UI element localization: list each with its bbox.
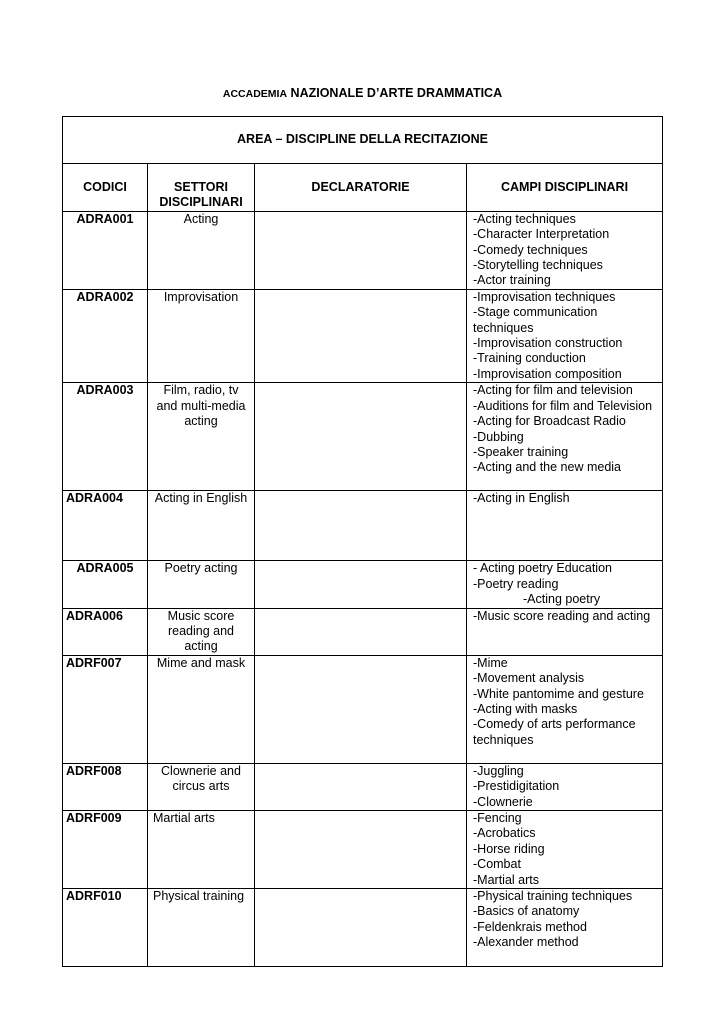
campo-item: -Improvisation construction (473, 336, 623, 351)
row-code: ADRA003 (63, 383, 148, 491)
campo-item: -White pantomime and gesture (473, 686, 644, 701)
campo-item: -Acting in English (473, 491, 570, 506)
row-declaratoria (255, 561, 467, 608)
campo-item: -Physical training techniques (473, 888, 633, 903)
row-code: ADRF007 (63, 655, 148, 763)
campo-item: - Acting poetry Education (473, 561, 612, 576)
row-settore: Martial arts (148, 810, 255, 888)
row-settore: Film, radio, tv and multi-media acting (148, 383, 255, 491)
title-main: NAZIONALE D’ARTE DRAMMATICA (290, 86, 503, 100)
campo-item: -Acrobatics (473, 826, 536, 841)
row-campi (467, 655, 663, 763)
row-settore: Acting in English (148, 491, 255, 561)
row-campi (467, 763, 663, 810)
page-title (0, 86, 725, 101)
row-declaratoria (255, 491, 467, 561)
table-row (63, 383, 663, 491)
row-declaratoria (255, 810, 467, 888)
campo-item: -Acting and the new media (473, 460, 622, 475)
row-campi (467, 289, 663, 382)
table-row (63, 888, 663, 966)
row-code: ADRA002 (63, 289, 148, 382)
table-row (63, 289, 663, 382)
row-campi (467, 888, 663, 966)
campo-item: -Stage communication techniques (473, 305, 598, 335)
campo-item: -Acting for film and television (473, 383, 633, 398)
campo-item: -Speaker training (473, 444, 569, 459)
campo-item: -Poetry reading (473, 576, 559, 591)
row-settore: Physical training (148, 888, 255, 966)
table-row (63, 763, 663, 810)
campo-item: -Storytelling techniques (473, 258, 603, 273)
table-row (63, 810, 663, 888)
campo-item: -Improvisation composition (473, 366, 622, 381)
row-settore: Poetry acting (148, 561, 255, 608)
campo-item: -Combat (473, 857, 521, 872)
campo-item: -Character Interpretation (473, 227, 610, 242)
row-campi (467, 211, 663, 289)
campo-item: -Alexander method (473, 935, 579, 950)
table-row (63, 655, 663, 763)
header-campi: CAMPI DISCIPLINARI (467, 164, 663, 212)
row-code: ADRA004 (63, 491, 148, 561)
row-settore: Music score reading and acting (148, 608, 255, 655)
campo-item: -Fencing (473, 810, 522, 825)
row-code: ADRF010 (63, 888, 148, 966)
row-declaratoria (255, 763, 467, 810)
campo-item: -Actor training (473, 273, 551, 288)
row-campi (467, 383, 663, 491)
header-codici: CODICI (63, 164, 148, 212)
campo-item: -Clownerie (473, 794, 533, 809)
table-body (63, 211, 663, 966)
campo-item: -Improvisation techniques (473, 289, 616, 304)
header-declaratorie: DECLARATORIE (255, 164, 467, 212)
table-row (63, 561, 663, 608)
campo-item: -Music score reading and acting (473, 608, 651, 623)
campo-item: -Dubbing (473, 429, 524, 444)
row-campi (467, 491, 663, 561)
row-declaratoria (255, 655, 467, 763)
campo-item: -Comedy techniques (473, 242, 588, 257)
disciplines-table (62, 116, 663, 967)
row-settore: Clownerie and circus arts (148, 763, 255, 810)
table-row (63, 608, 663, 655)
area-heading: AREA – DISCIPLINE DELLA RECITAZIONE (63, 117, 663, 164)
row-campi (467, 561, 663, 608)
row-settore: Mime and mask (148, 655, 255, 763)
row-settore: Acting (148, 211, 255, 289)
row-declaratoria (255, 608, 467, 655)
campo-item: -Prestidigitation (473, 779, 560, 794)
campo-item: -Comedy of arts performance techniques (473, 717, 636, 747)
campo-item: -Acting poetry (523, 592, 601, 607)
row-code: ADRA006 (63, 608, 148, 655)
row-declaratoria (255, 888, 467, 966)
row-code: ADRA005 (63, 561, 148, 608)
table-row (63, 211, 663, 289)
campo-item: -Acting techniques (473, 211, 576, 226)
row-campi (467, 810, 663, 888)
campo-item: -Martial arts (473, 872, 539, 887)
campo-item: -Auditions for film and Television (473, 398, 653, 413)
campo-item: -Acting with masks (473, 701, 578, 716)
campo-item: -Movement analysis (473, 671, 585, 686)
row-code: ADRF009 (63, 810, 148, 888)
campo-item: -Acting for Broadcast Radio (473, 414, 626, 429)
row-settore: Improvisation (148, 289, 255, 382)
campo-item: -Feldenkrais method (473, 919, 587, 934)
campo-item: -Training conduction (473, 351, 586, 366)
campo-item: -Juggling (473, 763, 524, 778)
row-code: ADRA001 (63, 211, 148, 289)
title-prefix: ACCADEMIA (222, 88, 288, 100)
row-declaratoria (255, 211, 467, 289)
row-declaratoria (255, 383, 467, 491)
table-row (63, 491, 663, 561)
campo-item: -Mime (473, 655, 508, 670)
row-campi (467, 608, 663, 655)
row-declaratoria (255, 289, 467, 382)
campo-item: -Horse riding (473, 841, 545, 856)
campo-item: -Basics of anatomy (473, 904, 580, 919)
row-code: ADRF008 (63, 763, 148, 810)
header-settori: SETTORI DISCIPLINARI (148, 164, 255, 212)
